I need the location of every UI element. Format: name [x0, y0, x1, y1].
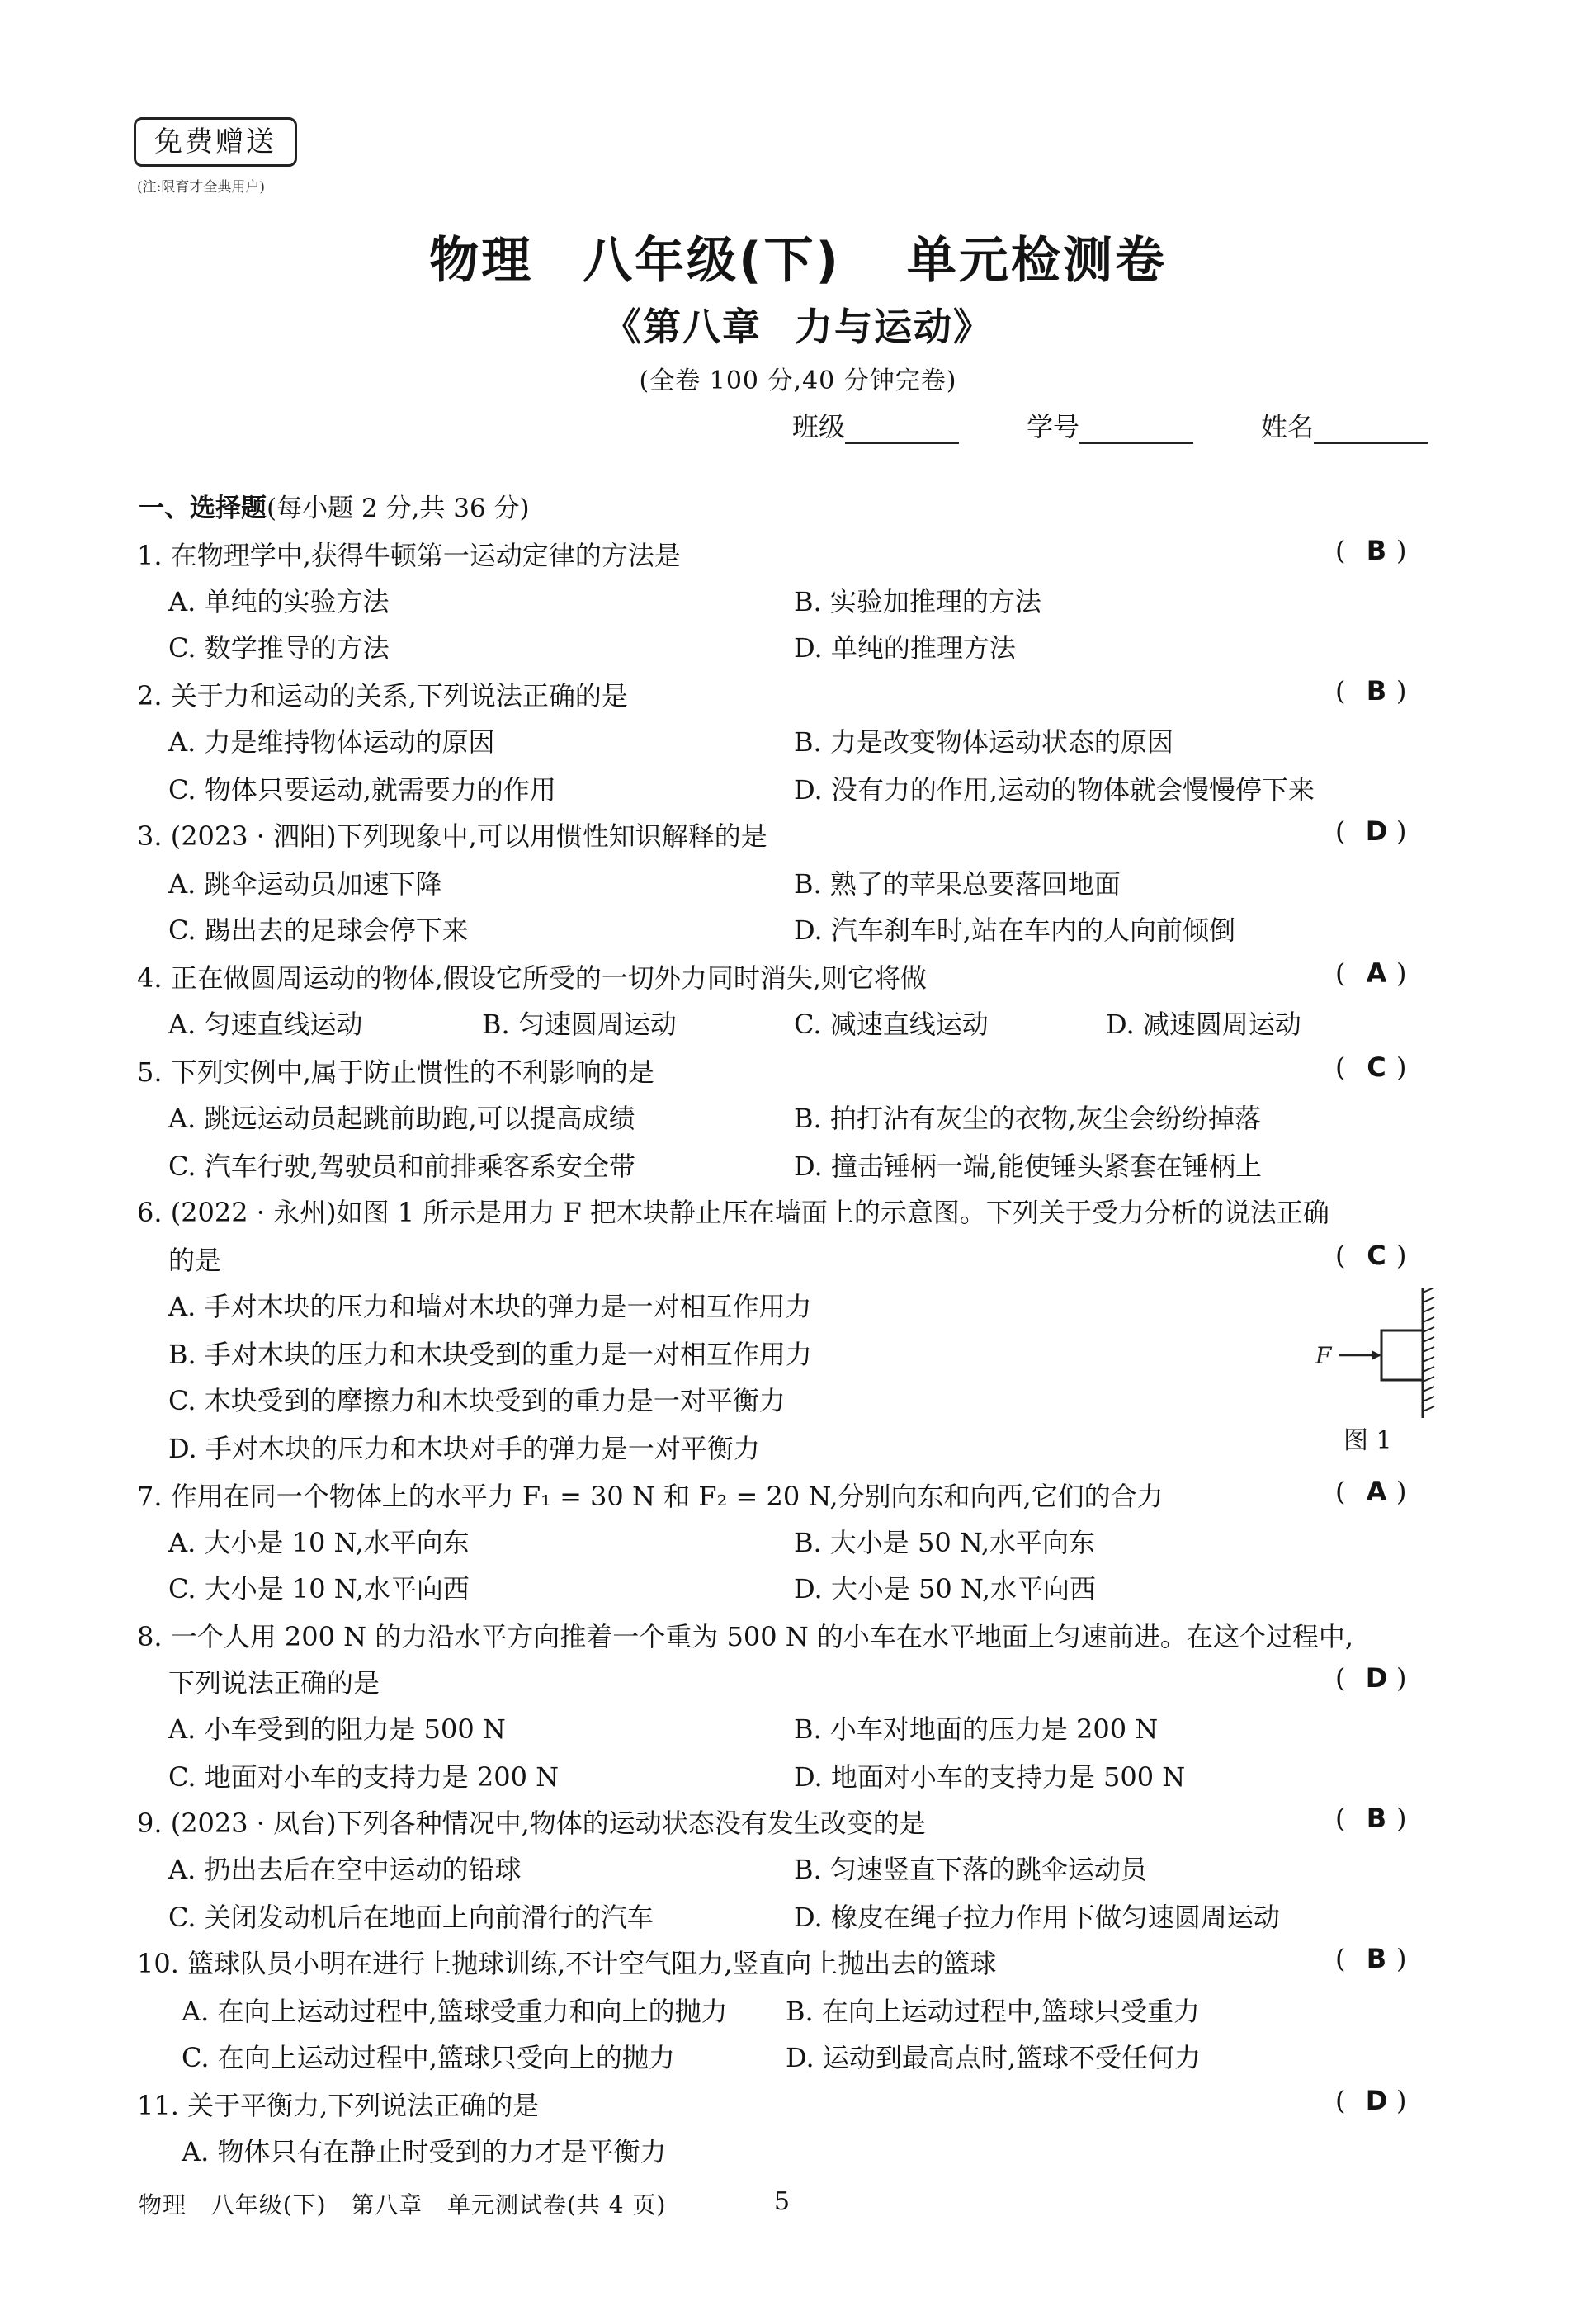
option-7c: C. 大小是 10 N,水平向西 — [168, 1573, 470, 1604]
question-3: 3. (2023 · 泗阳)下列现象中,可以用惯性知识解释的是 — [137, 820, 767, 852]
student-id-label: 学号 — [1027, 411, 1080, 442]
answer-3: ( D ) — [1335, 815, 1407, 847]
option-5b: B. 拍打沾有灰尘的衣物,灰尘会纷纷掉落 — [794, 1103, 1262, 1134]
subtitle-chapter: 《第八章 — [603, 305, 762, 349]
question-8-cont: 下列说法正确的是 — [168, 1667, 380, 1699]
option-5d: D. 撞击锤柄一端,能使锤头紧套在锤柄上 — [794, 1151, 1263, 1182]
question-7: 7. 作用在同一个物体上的水平力 F₁ = 30 N 和 F₂ = 20 N,分别向东和向西,它们的合力 — [137, 1481, 1164, 1512]
option-6d: D. 手对木块的压力和木块对手的弹力是一对平衡力 — [168, 1433, 760, 1464]
option-8d: D. 地面对小车的支持力是 500 N — [794, 1761, 1186, 1793]
option-9c: C. 关闭发动机后在地面上向前滑行的汽车 — [168, 1902, 654, 1933]
option-3d: D. 汽车刹车时,站在车内的人向前倾倒 — [794, 914, 1236, 946]
option-3b: B. 熟了的苹果总要落回地面 — [794, 868, 1121, 900]
question-4: 4. 正在做圆周运动的物体,假设它所受的一切外力同时消失,则它将做 — [137, 962, 928, 994]
option-8c: C. 地面对小车的支持力是 200 N — [168, 1761, 560, 1793]
answer-6: ( C ) — [1335, 1240, 1407, 1271]
question-5: 5. 下列实例中,属于防止惯性的不利影响的是 — [137, 1056, 654, 1088]
section-desc: (每小题 2 分,共 36 分) — [267, 494, 530, 523]
option-8b: B. 小车对地面的压力是 200 N — [794, 1713, 1159, 1745]
option-4b: B. 匀速圆周运动 — [482, 1009, 677, 1040]
answer-2: ( B ) — [1335, 675, 1407, 707]
option-5a: A. 跳远运动员起跳前助跑,可以提高成绩 — [168, 1103, 635, 1134]
wall-icon — [1423, 1288, 1434, 1418]
page-footer: 物理 八年级(下) 第八章 单元测试卷(共 4 页) — [139, 2191, 667, 2219]
page-subtitle — [0, 297, 1596, 352]
force-label: F — [1315, 1342, 1332, 1369]
option-4a: A. 匀速直线运动 — [168, 1009, 363, 1040]
option-2c: C. 物体只要运动,就需要力的作用 — [168, 774, 556, 806]
option-2b: B. 力是改变物体运动状态的原因 — [794, 726, 1173, 758]
page-number: 5 — [774, 2187, 791, 2216]
student-id-blank[interactable] — [1079, 418, 1193, 444]
option-9b: B. 匀速竖直下落的跳伞运动员 — [794, 1854, 1147, 1885]
option-11a: A. 物体只有在静止时受到的力才是平衡力 — [182, 2136, 667, 2167]
option-9a: A. 扔出去后在空中运动的铅球 — [168, 1854, 522, 1885]
question-2: 2. 关于力和运动的关系,下列说法正确的是 — [137, 680, 628, 711]
question-6: 6. (2022 · 永州)如图 1 所示是用力 F 把木块静止压在墙面上的示意图。下列关于受力分析的说法正确 — [137, 1197, 1329, 1228]
option-2a: A. 力是维持物体运动的原因 — [168, 726, 495, 758]
option-10b: B. 在向上运动过程中,篮球只受重力 — [786, 1996, 1201, 2027]
question-6-cont: 的是 — [168, 1245, 222, 1276]
section-title: 一、选择题 — [139, 494, 267, 523]
option-3a: A. 跳伞运动员加速下降 — [168, 868, 442, 900]
stamp-note: (注:限育才全典用户) — [137, 179, 265, 196]
exam-note: (全卷 100 分,40 分钟完卷) — [639, 366, 957, 395]
option-6c: C. 木块受到的摩擦力和木块受到的重力是一对平衡力 — [168, 1385, 786, 1416]
option-3c: C. 踢出去的足球会停下来 — [168, 914, 469, 946]
free-gift-stamp: 免费赠送 — [134, 117, 297, 167]
title-subject: 物理 — [429, 232, 534, 290]
option-1b: B. 实验加推理的方法 — [794, 586, 1041, 617]
answer-5: ( C ) — [1335, 1052, 1407, 1083]
answer-9: ( B ) — [1335, 1803, 1407, 1834]
option-8a: A. 小车受到的阻力是 500 N — [168, 1713, 506, 1745]
answer-11: ( D ) — [1335, 2085, 1407, 2116]
option-7d: D. 大小是 50 N,水平向西 — [794, 1573, 1097, 1604]
figure-1-diagram — [1314, 1288, 1446, 1420]
option-9d: D. 橡皮在绳子拉力作用下做匀速圆周运动 — [794, 1902, 1280, 1933]
option-10d: D. 运动到最高点时,篮球不受任何力 — [786, 2042, 1202, 2073]
answer-10: ( B ) — [1335, 1943, 1407, 1974]
figure-1-caption: 图 1 — [1343, 1426, 1392, 1455]
answer-4: ( A ) — [1335, 957, 1407, 989]
class-blank[interactable] — [845, 418, 959, 444]
subtitle-topic: 力与运动》 — [795, 305, 993, 349]
student-id-field[interactable] — [1027, 406, 1193, 444]
answer-8: ( D ) — [1335, 1662, 1407, 1694]
answer-1: ( B ) — [1335, 535, 1407, 566]
option-7a: A. 大小是 10 N,水平向东 — [168, 1527, 470, 1558]
force-arrow-icon — [1339, 1350, 1381, 1360]
option-4c: C. 减速直线运动 — [794, 1009, 989, 1040]
option-6b: B. 手对木块的压力和木块受到的重力是一对相互作用力 — [168, 1339, 812, 1370]
option-10c: C. 在向上运动过程中,篮球只受向上的抛力 — [182, 2042, 675, 2073]
option-1d: D. 单纯的推理方法 — [794, 632, 1016, 664]
question-1: 1. 在物理学中,获得牛顿第一运动定律的方法是 — [137, 540, 681, 571]
title-grade: 八年级(下) — [583, 232, 841, 290]
option-2d: D. 没有力的作用,运动的物体就会慢慢停下来 — [794, 774, 1315, 806]
wood-block — [1381, 1330, 1423, 1380]
answer-7: ( A ) — [1335, 1476, 1407, 1507]
option-6a: A. 手对木块的压力和墙对木块的弹力是一对相互作用力 — [168, 1291, 812, 1322]
name-label: 姓名 — [1261, 411, 1315, 442]
page-title — [0, 221, 1596, 292]
class-field[interactable] — [792, 406, 959, 444]
name-field[interactable] — [1261, 406, 1428, 444]
question-11: 11. 关于平衡力,下列说法正确的是 — [137, 2090, 540, 2121]
option-5c: C. 汽车行驶,驾驶员和前排乘客系安全带 — [168, 1151, 635, 1182]
option-1a: A. 单纯的实验方法 — [168, 586, 390, 617]
option-7b: B. 大小是 50 N,水平向东 — [794, 1527, 1096, 1558]
question-10: 10. 篮球队员小明在进行上抛球训练,不计空气阻力,竖直向上抛出去的篮球 — [137, 1948, 997, 1979]
question-8: 8. 一个人用 200 N 的力沿水平方向推着一个重为 500 N 的小车在水平地面上匀速前进。在这个过程中, — [137, 1621, 1354, 1652]
option-1c: C. 数学推导的方法 — [168, 632, 390, 664]
option-10a: A. 在向上运动过程中,篮球受重力和向上的抛力 — [182, 1996, 728, 2027]
name-blank[interactable] — [1314, 418, 1428, 444]
title-type: 单元检测卷 — [906, 232, 1167, 290]
question-9: 9. (2023 · 凤台)下列各种情况中,物体的运动状态没有发生改变的是 — [137, 1808, 926, 1839]
class-label: 班级 — [792, 411, 846, 442]
option-4d: D. 减速圆周运动 — [1106, 1009, 1301, 1040]
section-heading — [139, 487, 530, 524]
